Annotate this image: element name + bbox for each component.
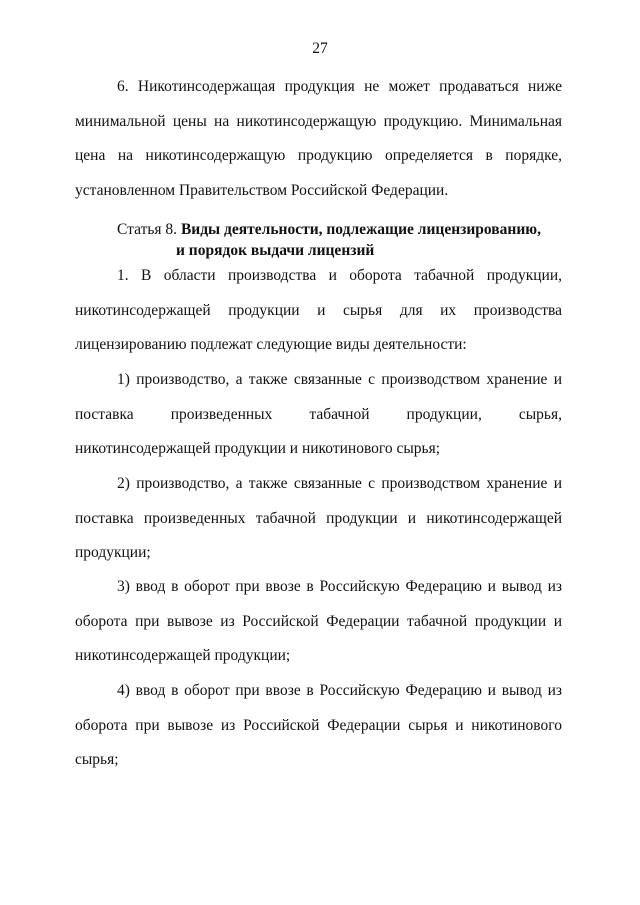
paragraph-part-1: 1. В области производства и оборота табачной продукции, никотинсодержащей продукции и сырья для их производства лицензированию подлежат следующие виды деятельности: [75, 267, 562, 354]
list-item-3: 3) ввод в оборот при ввозе в Российскую Федерацию и вывод из оборота при вывозе из Российской Федерации табачной продукции и никотинсодержащей продукции; [75, 578, 562, 665]
article-title-line-1: Виды деятельности, подлежащие лицензированию, [180, 221, 541, 238]
list-item-2: 2) производство, а также связанные с производством хранение и поставка произведенных табачной продукции и никотинсодержащей продукции; [75, 475, 562, 562]
page-number: 27 [312, 40, 328, 57]
article-title-line-2: и порядок выдачи лицензий [176, 242, 375, 259]
list-item-1: 1) производство, а также связанные с производством хранение и поставка произведенных табачной продукции, сырья, никотинсодержащей продукции и никотинового сырья; [75, 371, 562, 458]
paragraph-part-6: 6. Никотинсодержащая продукция не может продаваться ниже минимальной цены на никотинсодержащую продукцию. Минимальная цена на никотинсодержащую продукцию определяется в порядке, установленном Правительством Российской Федерации. [75, 78, 562, 199]
article-heading [117, 219, 562, 261]
article-number: Статья 8. [117, 221, 178, 238]
list-item-4: 4) ввод в оборот при ввозе в Российскую Федерацию и вывод из оборота при вывозе из Российской Федерации сырья и никотинового сырья; [75, 682, 562, 769]
